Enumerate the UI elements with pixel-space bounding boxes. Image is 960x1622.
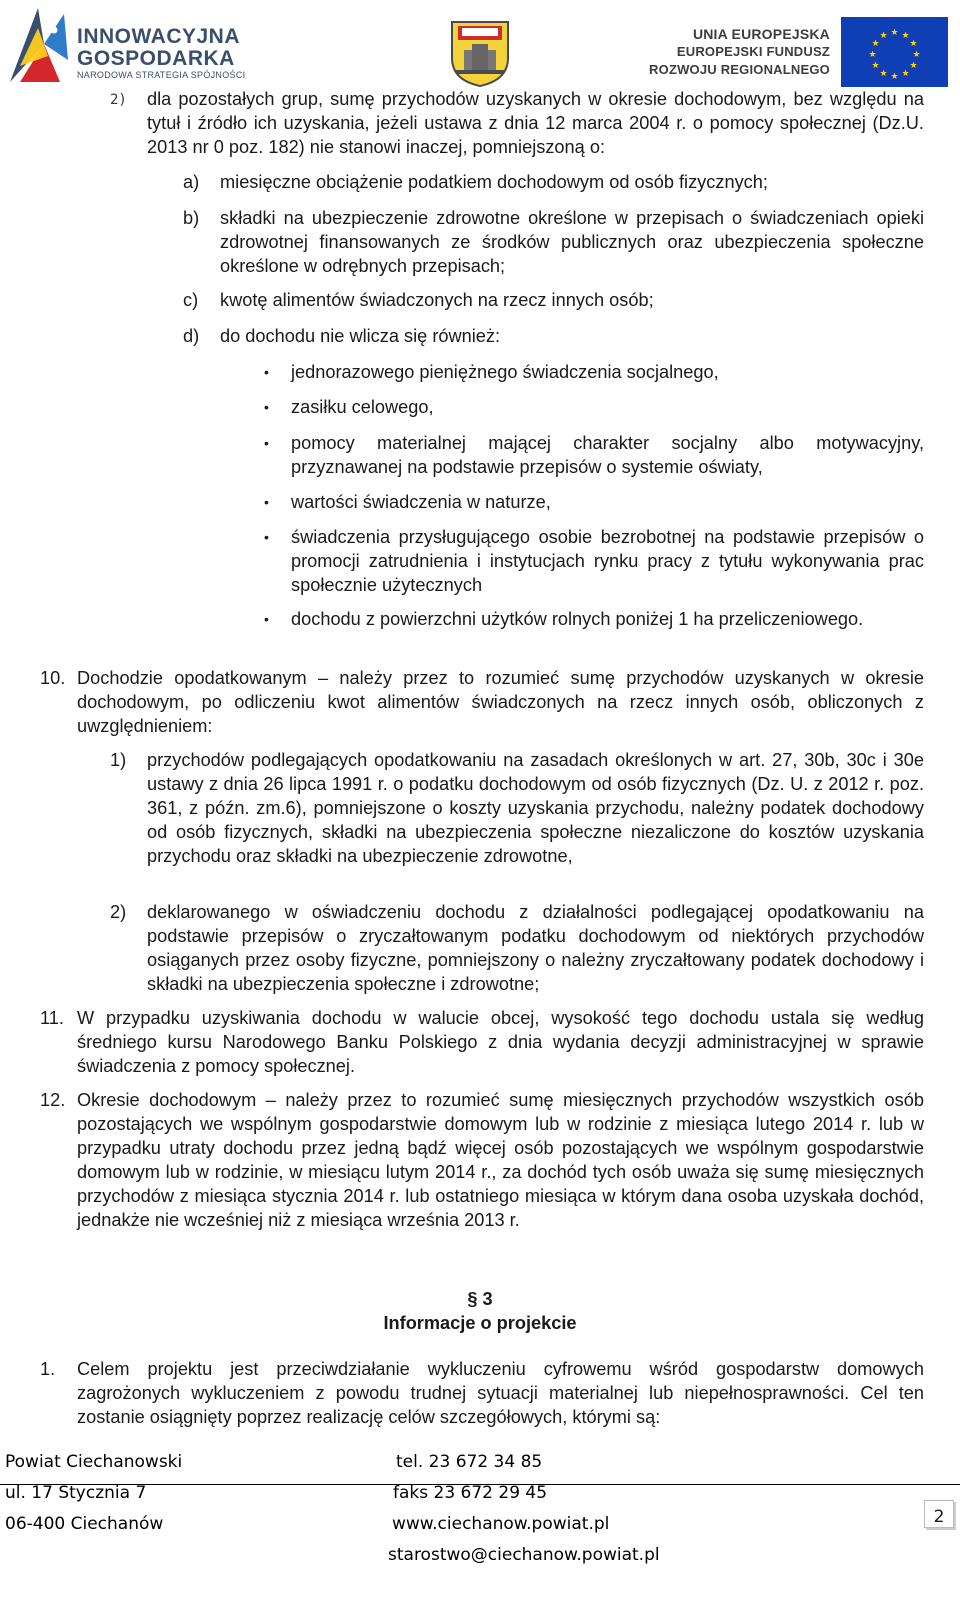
bullet-icon: • (264, 611, 269, 627)
footer-street: ul. 17 Stycznia 7 (5, 1483, 147, 1503)
bullet-icon: • (264, 364, 269, 380)
sub-item-b-label: b) (183, 208, 200, 228)
svg-text:★: ★ (901, 31, 910, 41)
eu-flag-icon (841, 17, 948, 87)
footer-office: Powiat Ciechanowski (5, 1452, 183, 1472)
svg-text:★: ★ (868, 50, 877, 60)
item-11-label: 11. (40, 1008, 64, 1028)
sub-item-c-label: c) (183, 290, 199, 310)
footer-fax: faks 23 672 29 45 (393, 1483, 548, 1503)
section-3-item-1-text: Celem projektu jest przeciwdziałanie wykluczeniu cyfrowemu wśród gospodarstw domowych zagrożonych wykluczeniem z powodu trudnej sytuacji materialnej lub niepełnosprawności. Cel ten zostanie osiągnięty poprzez realizację celów szczegółowych, którymi są: (77, 1359, 924, 1427)
sub-item-d-label: d) (183, 326, 200, 346)
sub-item-a-label: a) (183, 172, 200, 192)
item-11-text: W przypadku uzyskiwania dochodu w walucie obcej, wysokość tego dochodu ustala się według średniego kursu Narodowego Banku Polskiego z dnia wydania decyzji administracyjnej w sprawie świadczenia z pomocy społecznej. (77, 1008, 924, 1076)
footer-email-link[interactable]: starostwo@ciechanow.powiat.pl (388, 1545, 660, 1565)
svg-text:★: ★ (879, 31, 888, 41)
item-10-label: 10. (40, 668, 66, 688)
ig-logo-emblem-icon (8, 4, 74, 86)
item-10-sub-1-text: przychodów podlegających opodatkowaniu na zasadach określonych w art. 27, 30b, 30c i 30e ustawy z dnia 26 lipca 1991 r. o podatku dochodowym od osób fizycznych (Dz. U. z 2012 r. poz. 361, z późn. zm.6), pomniejszone o koszty uzyskania przychodu, należny podatek dochodowy od osób fizycznych, składki na ubezpieczenia społeczne niezaliczone do kosztów uzyskania przychodu oraz składki na ubezpieczenie zdrowotne, (147, 750, 924, 866)
item-10-sub-2-text: deklarowanego w oświadczeniu dochodu z działalności podlegającej opodatkowaniu na podstawie przepisów o zryczałtowanym podatku dochodowym od niektórych przychodów osiąganych przez osoby fizyczne, pomniejszony o należny zryczałtowany podatek dochodowy i składki na ubezpieczenia społeczne i zdrowotne; (147, 902, 924, 994)
svg-text:★: ★ (871, 61, 880, 71)
svg-text:★: ★ (890, 72, 899, 82)
item-10-text: Dochodzie opodatkowanym – należy przez to rozumieć sumę przychodów uzyskanych w okresie dochodowym, po odliczeniu kwot alimentów świadczonych na rzecz innych osób, obliczonych z uwzględnieniem: (77, 668, 924, 736)
item-2-text: dla pozostałych grup, sumę przychodów uzyskanych w okresie dochodowym, bez względu na tytuł i źródło ich uzyskania, jeżeli ustawa z dnia 12 marca 2004 r. o pomocy społecznej (Dz.U. 2013 nr 0 poz. 182) nie stanowi inaczej, pomniejszoną o: (147, 89, 924, 157)
item-2-label: 2) (110, 92, 127, 108)
sub-item-a-text: miesięczne obciążenie podatkiem dochodowym od osób fizycznych; (220, 172, 768, 192)
eu-fund-text (620, 25, 830, 79)
eu-logo-line3: ROZWOJU REGIONALNEGO (649, 62, 830, 77)
item-12-label: 12. (40, 1090, 66, 1110)
svg-text:★: ★ (901, 69, 910, 79)
page-number: 2 (924, 1500, 954, 1528)
bullet-item: pomocy materialnej mającej charakter socjalny albo motywacyjny, przyznawanej na podstawie przepisów o systemie oświaty, (291, 433, 924, 477)
ig-logo-line1: INNOWACYJNA (77, 25, 241, 48)
item-10-sub-1-label: 1) (110, 750, 127, 770)
eu-logo-line2: EUROPEJSKI FUNDUSZ (676, 44, 830, 59)
section-3-title: Informacje o projekcie (383, 1313, 577, 1333)
footer-phone: tel. 23 672 34 85 (396, 1452, 543, 1472)
svg-text:★: ★ (909, 61, 918, 71)
item-10-sub-2-label: 2) (110, 902, 127, 922)
section-3-number: § 3 (467, 1289, 493, 1309)
sub-item-d-text: do dochodu nie wlicza się również: (220, 326, 501, 346)
bullet-item: zasiłku celowego, (291, 397, 434, 417)
svg-text:★: ★ (912, 50, 921, 60)
item-12-text: Okresie dochodowym – należy przez to rozumieć sumę miesięcznych przychodów wszystkich osób pozostających we wspólnym gospodarstwie domowym lub w rodzinie z miesiąca lutego 2014 r. lub w przypadku utraty dochodu przez jedną bądź więcej osób pozostających we wspólnym gospodarstwie domowym lub w rodzinie, w miesiącu lutym 2014 r., za dochód tych osób uważa się sumę miesięcznych przychodów z miesiąca stycznia 2014 r. lub ostatniego miesiąca w którym dana osoba uzyskała dochód, jednakże nie wcześniej niż z miesiąca września 2013 r. (77, 1090, 924, 1230)
svg-text:★: ★ (909, 39, 918, 49)
bullet-icon: • (264, 529, 269, 545)
bullet-item: jednorazowego pieniężnego świadczenia socjalnego, (291, 362, 719, 382)
footer-website-link[interactable]: www.ciechanow.powiat.pl (392, 1514, 610, 1534)
ig-logo-line2: GOSPODARKA (77, 47, 235, 70)
innowacyjna-gospodarka-logo (8, 4, 253, 86)
section-3-item-1-label: 1. (40, 1359, 56, 1379)
bullet-icon: • (264, 435, 269, 451)
bullet-icon: • (264, 494, 269, 510)
bullet-item: świadczenia przysługującego osobie bezrobotnej na podstawie przepisów o promocji zatrudnienia i instytucjach rynku pracy z tytułu wykonywania prac społecznie użytecznych (291, 527, 924, 595)
svg-text:★: ★ (890, 28, 899, 38)
bullet-item: dochodu z powierzchni użytków rolnych poniżej 1 ha przeliczeniowego. (291, 609, 864, 629)
svg-text:★: ★ (871, 39, 880, 49)
eu-logo-line1: UNIA EUROPEJSKA (692, 26, 830, 42)
bullet-item: wartości świadczenia w naturze, (291, 492, 551, 512)
footer-city: 06-400 Ciechanów (5, 1514, 164, 1534)
county-coat-of-arms-icon (450, 18, 510, 88)
bullet-icon: • (264, 399, 269, 415)
svg-text:★: ★ (879, 69, 888, 79)
sub-item-b-text: składki na ubezpieczenie zdrowotne określone w przepisach o świadczeniach opieki zdrowotnej finansowanych ze środków publicznych oraz ubezpieczenia społeczne określone w odrębnych przepisach; (220, 208, 924, 276)
ig-logo-line3: NARODOWA STRATEGIA SPÓJNOŚCI (77, 70, 246, 80)
sub-item-c-text: kwotę alimentów świadczonych na rzecz innych osób; (220, 290, 654, 310)
